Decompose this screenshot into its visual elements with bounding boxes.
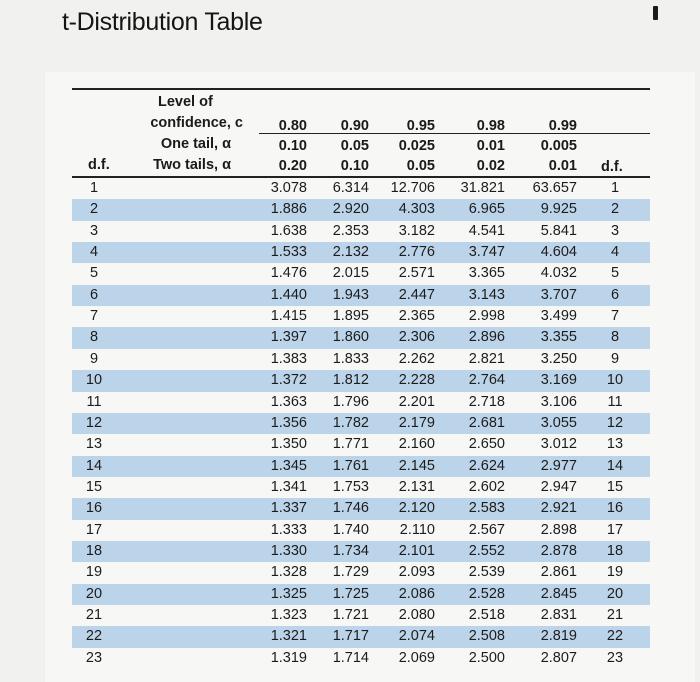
critical-value-cell: 3.106 [540,393,577,410]
critical-value-cell: 1.328 [270,564,307,581]
table-row [72,605,650,626]
critical-value-cell: 1.833 [332,350,369,367]
critical-value-cell: 2.120 [398,500,435,517]
critical-value-cell: 1.345 [270,457,307,474]
critical-value-cell: 1.860 [332,329,369,346]
two-tails-1: 0.20 [278,158,307,174]
critical-value-cell: 3.078 [270,180,307,196]
critical-value-cell: 1.771 [332,436,369,453]
df-cell-right: 22 [606,628,624,645]
critical-value-cell: 3.499 [540,308,577,325]
critical-value-cell: 2.080 [398,607,435,623]
critical-value-cell: 2.552 [468,542,505,559]
critical-value-cell: 1.333 [270,521,307,538]
critical-value-cell: 2.861 [540,564,577,581]
critical-value-cell: 2.015 [332,265,369,282]
table-row [72,221,650,242]
df-cell: 22 [85,628,103,645]
critical-value-cell: 2.131 [398,478,435,495]
critical-value-cell: 1.782 [332,414,369,431]
df-cell-right: 20 [606,585,624,602]
df-cell: 23 [85,649,103,666]
critical-value-cell: 2.160 [398,436,435,453]
critical-value-cell: 2.306 [398,329,435,346]
status-bar-mark [653,6,658,20]
table-row [72,434,650,455]
df-cell-right: 6 [610,286,620,303]
critical-value-cell: 1.330 [270,542,307,559]
critical-value-cell: 2.898 [540,521,577,538]
df-cell-right: 8 [610,329,620,346]
critical-value-cell: 2.074 [398,628,435,645]
table-row [72,242,650,263]
df-cell: 18 [85,542,103,559]
critical-value-cell: 1.440 [270,286,307,303]
table-row [72,626,650,647]
conf-2: 0.90 [340,118,369,134]
two-tails-2: 0.10 [340,158,369,174]
table-row [72,199,650,220]
critical-value-cell: 1.714 [332,649,369,666]
critical-value-cell: 2.447 [398,286,435,303]
df-cell: 9 [89,350,99,367]
critical-value-cell: 2.998 [468,308,505,325]
critical-value-cell: 6.965 [468,201,505,218]
critical-value-cell: 2.518 [468,607,505,623]
critical-value-cell: 2.845 [540,585,577,602]
confidence-label: confidence, c [150,115,243,131]
critical-value-cell: 1.476 [270,265,307,282]
one-tail-2: 0.05 [340,138,369,154]
conf-4: 0.98 [476,118,505,134]
df-cell: 13 [85,436,103,453]
critical-value-cell: 2.201 [398,393,435,410]
critical-value-cell: 3.169 [540,372,577,389]
table-row [72,498,650,519]
critical-value-cell: 1.886 [270,201,307,218]
df-cell-right: 17 [606,521,624,538]
critical-value-cell: 9.925 [540,201,577,218]
df-cell-right: 5 [610,265,620,282]
critical-value-cell: 1.812 [332,372,369,389]
critical-value-cell: 2.718 [468,393,505,410]
conf-5: 0.99 [548,118,577,134]
one-tail-4: 0.01 [476,138,505,154]
df-cell: 16 [85,500,103,517]
one-tail-label: One tail, α [160,136,231,152]
critical-value-cell: 2.086 [398,585,435,602]
df-cell-right: 9 [610,350,620,367]
critical-value-cell: 2.093 [398,564,435,581]
critical-value-cell: 2.228 [398,372,435,389]
critical-value-cell: 2.977 [540,457,577,474]
table-row [72,584,650,605]
critical-value-cell: 1.350 [270,436,307,453]
df-cell: 17 [85,521,103,538]
critical-value-cell: 2.807 [540,649,577,666]
two-tails-label: Two tails, α [153,157,231,173]
critical-value-cell: 2.602 [468,478,505,495]
df-cell-right: 14 [606,457,624,474]
critical-value-cell: 2.776 [398,244,435,261]
critical-value-cell: 3.747 [468,244,505,261]
critical-value-cell: 1.356 [270,414,307,431]
critical-value-cell: 2.821 [468,350,505,367]
critical-value-cell: 2.583 [468,500,505,517]
table-row [72,263,650,284]
df-cell-right: 2 [610,201,620,218]
one-tail-3: 0.025 [398,138,435,154]
df-label-left: d.f. [88,157,110,173]
table-row [72,477,650,498]
conf-3: 0.95 [406,118,435,134]
page-title: t-Distribution Table [62,8,263,36]
df-cell-right: 12 [606,414,624,431]
df-cell-right: 23 [606,649,624,666]
critical-value-cell: 3.055 [540,414,577,431]
df-cell-right: 15 [606,478,624,495]
one-tail-1: 0.10 [278,138,307,154]
critical-value-cell: 5.841 [540,222,577,239]
df-cell: 21 [85,607,103,623]
critical-value-cell: 1.746 [332,500,369,517]
df-cell: 1 [89,180,99,196]
critical-value-cell: 63.657 [532,180,577,196]
df-cell: 5 [89,265,99,282]
critical-value-cell: 2.624 [468,457,505,474]
table-row [72,541,650,562]
df-cell-right: 19 [606,564,624,581]
critical-value-cell: 3.707 [540,286,577,303]
df-cell: 11 [86,393,102,410]
critical-value-cell: 2.896 [468,329,505,346]
critical-value-cell: 1.321 [270,628,307,645]
df-cell-right: 21 [606,607,624,623]
critical-value-cell: 1.761 [332,457,369,474]
df-cell-right: 4 [610,244,620,261]
table-row [72,349,650,370]
critical-value-cell: 1.325 [270,585,307,602]
critical-value-cell: 2.101 [398,542,435,559]
two-tails-3: 0.05 [406,158,435,174]
critical-value-cell: 4.604 [540,244,577,261]
critical-value-cell: 1.717 [332,628,369,645]
critical-value-cell: 1.323 [270,607,307,623]
df-cell-right: 13 [606,436,624,453]
critical-value-cell: 1.725 [332,585,369,602]
df-cell-right: 16 [606,500,624,517]
df-cell: 7 [89,308,99,325]
critical-value-cell: 2.262 [398,350,435,367]
table-row [72,456,650,477]
critical-value-cell: 2.539 [468,564,505,581]
critical-value-cell: 2.528 [468,585,505,602]
table-row [72,306,650,327]
critical-value-cell: 2.831 [540,607,577,623]
critical-value-cell: 1.721 [332,607,369,623]
critical-value-cell: 1.341 [270,478,307,495]
critical-value-cell: 1.533 [270,244,307,261]
top-rule [72,88,650,90]
table-row [72,327,650,348]
critical-value-cell: 1.729 [332,564,369,581]
critical-value-cell: 2.353 [332,222,369,239]
critical-value-cell: 2.764 [468,372,505,389]
df-cell: 4 [89,244,99,261]
critical-value-cell: 2.681 [468,414,505,431]
critical-value-cell: 1.319 [270,649,307,666]
critical-value-cell: 2.179 [398,414,435,431]
t-table [45,72,695,682]
table-row [72,520,650,541]
df-cell-right: 18 [606,542,624,559]
df-cell-right: 7 [610,308,620,325]
critical-value-cell: 4.303 [398,201,435,218]
critical-value-cell: 2.920 [332,201,369,218]
critical-value-cell: 1.397 [270,329,307,346]
two-tails-4: 0.02 [476,158,505,174]
critical-value-cell: 2.567 [468,521,505,538]
df-cell: 6 [89,286,99,303]
critical-value-cell: 2.947 [540,478,577,495]
critical-value-cell: 4.032 [540,265,577,282]
df-cell: 19 [85,564,103,581]
df-cell: 10 [85,372,103,389]
critical-value-cell: 2.921 [540,500,577,517]
table-row [72,562,650,583]
critical-value-cell: 31.821 [460,180,505,196]
critical-value-cell: 2.069 [398,649,435,666]
df-cell-right: 10 [606,372,624,389]
critical-value-cell: 1.943 [332,286,369,303]
critical-value-cell: 2.365 [398,308,435,325]
critical-value-cell: 3.250 [540,350,577,367]
critical-value-cell: 3.012 [540,436,577,453]
df-cell: 15 [85,478,103,495]
two-tails-5: 0.01 [548,158,577,174]
df-cell: 2 [89,201,99,218]
table-row [72,285,650,306]
df-cell-right: 11 [607,393,623,410]
df-cell-right: 1 [610,180,620,196]
critical-value-cell: 2.571 [398,265,435,282]
critical-value-cell: 2.110 [399,521,435,538]
critical-value-cell: 3.182 [398,222,435,239]
critical-value-cell: 2.145 [398,457,435,474]
critical-value-cell: 2.132 [332,244,369,261]
critical-value-cell: 2.500 [468,649,505,666]
critical-value-cell: 3.143 [468,286,505,303]
critical-value-cell: 1.753 [332,478,369,495]
critical-value-cell: 3.355 [540,329,577,346]
df-cell: 12 [85,414,103,431]
table-row [72,370,650,391]
df-label-right: d.f. [601,159,623,175]
critical-value-cell: 1.734 [332,542,369,559]
critical-value-cell: 1.796 [332,393,369,410]
df-cell: 3 [89,222,99,239]
df-cell-right: 3 [610,222,620,239]
critical-value-cell: 4.541 [468,222,505,239]
df-cell: 20 [85,585,103,602]
critical-value-cell: 2.508 [468,628,505,645]
critical-value-cell: 1.383 [270,350,307,367]
critical-value-cell: 1.372 [270,372,307,389]
critical-value-cell: 1.895 [332,308,369,325]
df-cell: 8 [89,329,99,346]
critical-value-cell: 6.314 [332,180,369,196]
df-cell: 14 [85,457,103,474]
conf-1: 0.80 [278,118,307,134]
one-tail-5: 0.005 [540,138,577,154]
critical-value-cell: 1.740 [332,521,369,538]
critical-value-cell: 1.638 [270,222,307,239]
critical-value-cell: 3.365 [468,265,505,282]
table-row [72,178,650,199]
critical-value-cell: 1.337 [270,500,307,517]
table-row [72,648,650,669]
critical-value-cell: 1.415 [270,308,307,325]
critical-value-cell: 2.878 [540,542,577,559]
table-row [72,392,650,413]
critical-value-cell: 12.706 [390,180,435,196]
critical-value-cell: 2.650 [468,436,505,453]
level-label: Level of [158,94,213,110]
critical-value-cell: 2.819 [540,628,577,645]
table-row [72,413,650,434]
critical-value-cell: 1.363 [270,393,307,410]
